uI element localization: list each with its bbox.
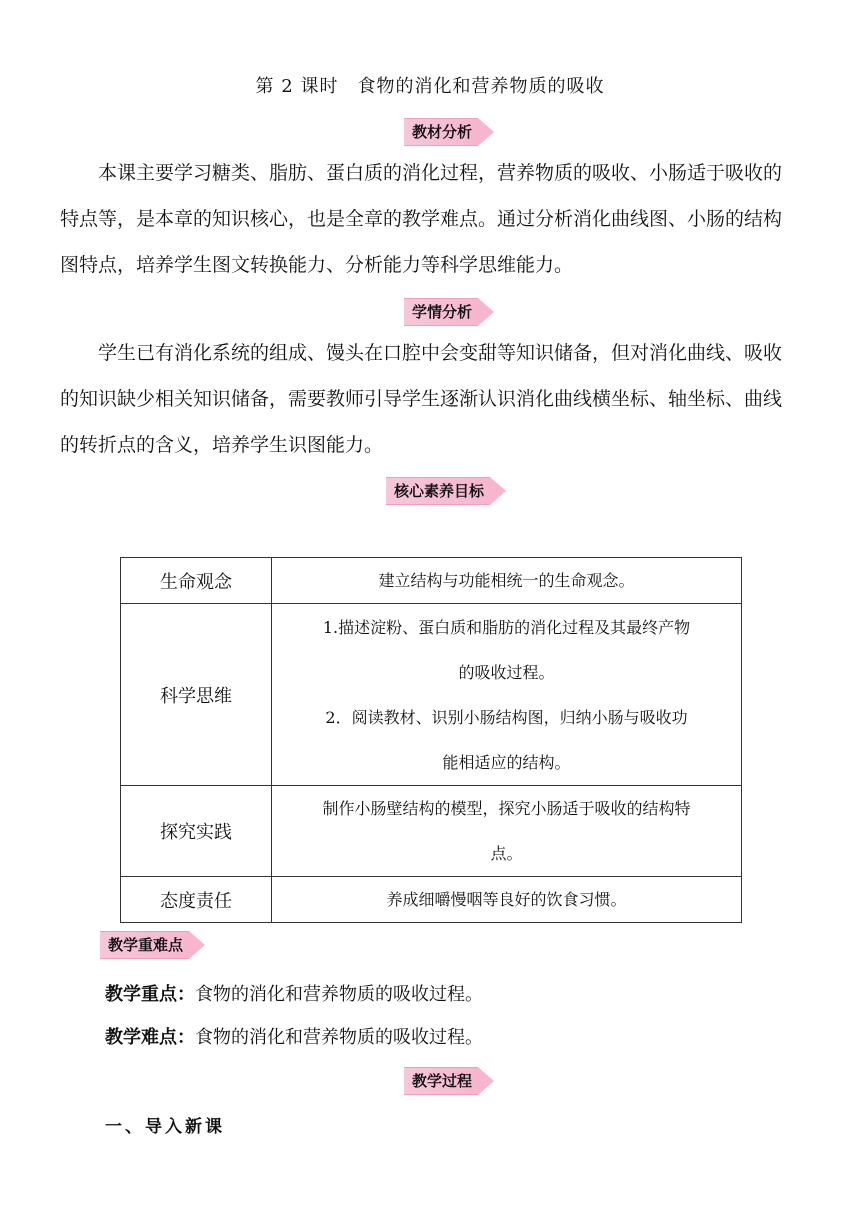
badge-label: 学情分析 xyxy=(412,303,473,321)
badge-key-difficult-points xyxy=(100,931,189,959)
goal-line: 养成细嚼慢咽等良好的饮食习惯。 xyxy=(386,890,627,909)
goal-label: 态度责任 xyxy=(121,877,272,923)
badge-label: 教学重难点 xyxy=(108,936,184,954)
difficult-point-line xyxy=(105,1023,483,1049)
goal-line: 制作小肠壁结构的模型，探究小肠适于吸收的结构特 xyxy=(322,799,691,818)
difficult-point-label: 教学难点： xyxy=(105,1027,195,1048)
goal-line: 的吸收过程。 xyxy=(458,662,555,682)
badge-label: 教材分析 xyxy=(412,123,473,141)
key-point-label: 教学重点： xyxy=(105,984,195,1005)
goal-label: 探究实践 xyxy=(121,786,272,877)
goal-line: 能相适应的结构。 xyxy=(442,752,571,772)
core-goals-table xyxy=(120,557,742,923)
badge-arrow-icon xyxy=(189,931,205,959)
table-row xyxy=(121,877,742,923)
badge-label: 核心素养目标 xyxy=(394,482,485,500)
badge-core-goals xyxy=(386,477,490,505)
student-analysis-text: 学生已有消化系统的组成、馒头在口腔中会变甜等知识储备，但对消化曲线、吸收的知识缺少相关知识储备，需要教师引导学生逐渐认识消化曲线横坐标、轴坐标、曲线的转折点的含义，培养学生识图能力。 xyxy=(60,342,783,456)
badge-student-analysis xyxy=(404,298,478,326)
goal-content xyxy=(272,786,742,877)
goal-line: 2．阅读教材、识别小肠结构图，归纳小肠与吸收功 xyxy=(325,707,688,727)
table-row xyxy=(121,558,742,604)
goal-content xyxy=(272,877,742,923)
badge-arrow-icon xyxy=(490,477,506,505)
goal-line: 建立结构与功能相统一的生命观念。 xyxy=(378,571,635,590)
goal-content xyxy=(272,604,742,786)
table-row xyxy=(121,604,742,786)
key-point-line xyxy=(105,980,483,1006)
badge-teaching-process xyxy=(404,1067,478,1095)
material-analysis-text: 本课主要学习糖类、脂肪、蛋白质的消化过程，营养物质的吸收、小肠适于吸收的特点等，是本章的知识核心，也是全章的教学难点。通过分析消化曲线图、小肠的结构图特点，培养学生图文转换能力、分析能力等科学思维能力。 xyxy=(60,162,783,276)
badge-material-analysis xyxy=(404,118,478,146)
badge-arrow-icon xyxy=(478,298,494,326)
goal-label: 科学思维 xyxy=(121,604,272,786)
badge-label: 教学过程 xyxy=(412,1072,473,1090)
page-title: 第 2 课时 食物的消化和营养物质的吸收 xyxy=(255,76,605,97)
key-point-text: 食物的消化和营养物质的吸收过程。 xyxy=(195,984,483,1005)
goal-line: 点。 xyxy=(490,844,523,863)
goal-label: 生命观念 xyxy=(121,558,272,604)
badge-arrow-icon xyxy=(478,118,494,146)
difficult-point-text: 食物的消化和营养物质的吸收过程。 xyxy=(195,1027,483,1048)
goal-line: 1.描述淀粉、蛋白质和脂肪的消化过程及其最终产物 xyxy=(322,617,691,637)
goal-content xyxy=(272,558,742,604)
badge-arrow-icon xyxy=(478,1067,494,1095)
section-heading-intro: 一、导入新课 xyxy=(105,1117,225,1137)
table-row xyxy=(121,786,742,877)
